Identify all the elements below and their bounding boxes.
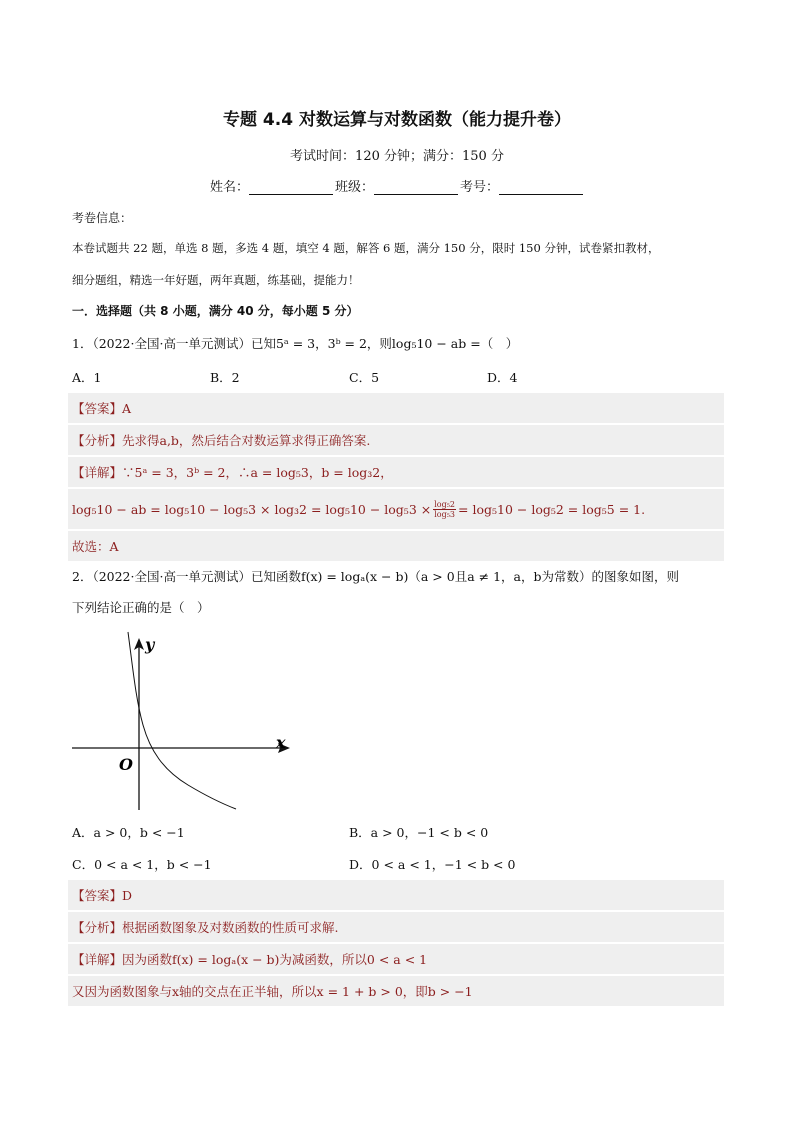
name-label: 姓名： [210, 180, 250, 195]
exam-info-heading: 考卷信息： [72, 211, 133, 225]
q1-detail: 【详解】∵5ᵃ = 3，3ᵇ = 2，∴a = log₅3，b = log₃2， [68, 457, 724, 487]
question-2-stem-line2: 下列结论正确的是（ ） [72, 600, 210, 615]
q2-option-a[interactable]: A．a > 0，b < −1 [72, 825, 185, 840]
q1-frac-numerator: log₅2 [434, 499, 456, 509]
q1-calc-left: log₅10 − ab = log₅10 − log₅3 × log₃2 = log₅10 − log₅3 × [72, 501, 432, 517]
q1-calc-right: = log₅10 − log₅2 = log₅5 = 1. [458, 501, 646, 517]
q2-option-d[interactable]: D．0 < a < 1，−1 < b < 0 [349, 857, 516, 872]
exam-time: 考试时间：120 分钟；满分：150 分 [290, 149, 504, 164]
q1-answer: 【答案】A [68, 393, 724, 423]
q1-frac-denominator: log₅3 [434, 509, 456, 519]
q2-option-b[interactable]: B．a > 0，−1 < b < 0 [349, 825, 489, 840]
number-label: 考号： [460, 180, 500, 195]
q1-option-d[interactable]: D．4 [487, 370, 518, 385]
y-axis-label: y [145, 635, 155, 654]
q1-option-a[interactable]: A．1 [72, 370, 102, 385]
q1-option-b[interactable]: B．2 [210, 370, 240, 385]
class-field[interactable] [374, 180, 458, 195]
question-2-stem-line1: 2．（2022·全国·高一单元测试）已知函数f(x) = logₐ(x − b)（a > 0且a ≠ 1，a，b为常数）的图象如图，则 [72, 569, 679, 584]
q2-detail-2: 又因为函数图象与x轴的交点在正半轴，所以x = 1 + b > 0，即b > −1 [68, 976, 724, 1006]
q1-option-c[interactable]: C．5 [349, 370, 380, 385]
q2-answer: 【答案】D [68, 880, 724, 910]
exam-info-line1: 本卷试题共 22 题，单选 8 题，多选 4 题，填空 4 题，解答 6 题，满分 150 分，限时 150 分钟，试卷紧扣教材， [72, 241, 660, 255]
page-title: 专题 4.4 对数运算与对数函数（能力提升卷） [223, 110, 571, 130]
q1-analysis: 【分析】先求得a,b，然后结合对数运算求得正确答案. [68, 425, 724, 455]
q2-detail: 【详解】因为函数f(x) = logₐ(x − b)为减函数，所以0 < a < 1 [68, 944, 724, 974]
q1-calculation [68, 489, 724, 529]
q1-fraction [433, 500, 456, 519]
question-1-stem: 1．（2022·全国·高一单元测试）已知5ᵃ = 3，3ᵇ = 2，则log₅10 − ab =（ ） [72, 336, 519, 351]
origin-label: O [119, 755, 133, 774]
name-field[interactable] [249, 180, 333, 195]
q1-conclusion: 故选：A [68, 531, 724, 561]
q2-analysis: 【分析】根据函数图象及对数函数的性质可求解. [68, 912, 724, 942]
section-heading: 一．选择题（共 8 小题，满分 40 分，每小题 5 分） [72, 304, 359, 318]
x-axis-label: x [276, 733, 286, 752]
function-graph [68, 630, 298, 815]
class-label: 班级： [335, 180, 375, 195]
q2-option-c[interactable]: C．0 < a < 1，b < −1 [72, 857, 212, 872]
student-info-line [210, 176, 585, 195]
log-curve [128, 632, 236, 809]
exam-info-line2: 细分题组，精选一年好题，两年真题，练基础，提能力！ [72, 273, 360, 287]
number-field[interactable] [499, 180, 583, 195]
